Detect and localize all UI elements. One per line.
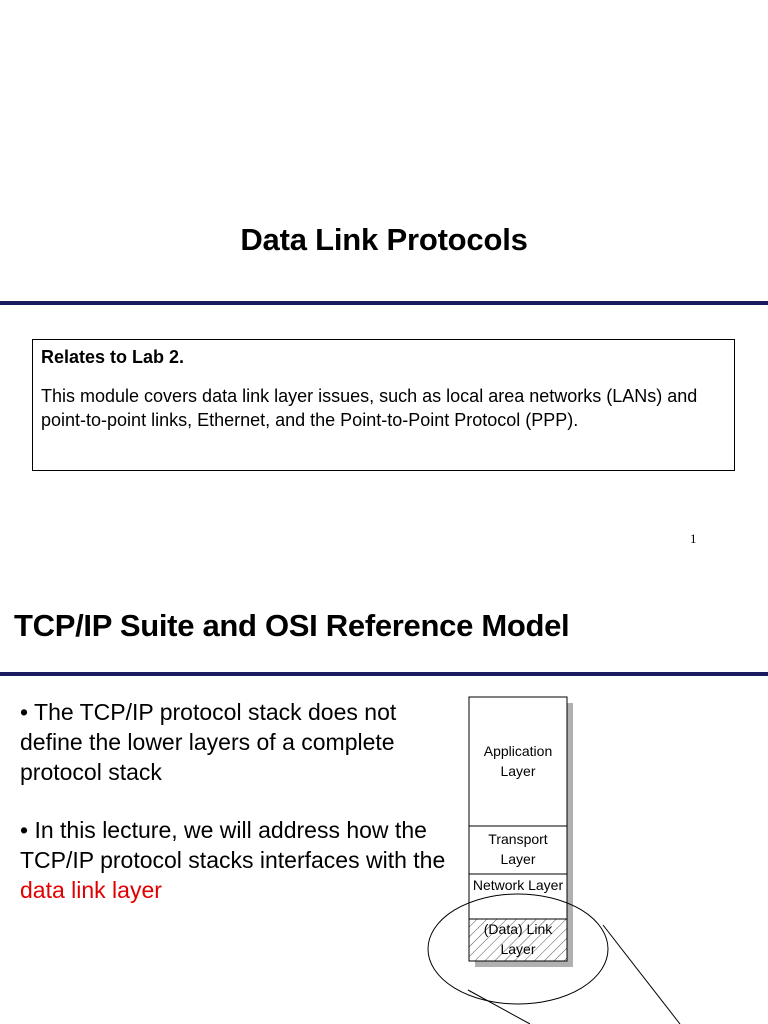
highlight-text: data link layer — [20, 877, 162, 903]
bullet-2-text: • In this lecture, we will address how the TCP/IP protocol stacks interfaces with the — [20, 817, 446, 873]
slide2-title: TCP/IP Suite and OSI Reference Model — [14, 608, 570, 643]
application-layer-label: Application Layer — [483, 743, 553, 779]
bullet-item-1: • The TCP/IP protocol stack does not define the lower layers of a complete protocol stack — [20, 699, 397, 785]
box-body: This module covers data link layer issues, such as local area networks (LANs) and point-to-point links, Ethernet, and the Point-to-Point Protocol (PPP). — [41, 386, 698, 430]
transport-layer-label: Transport Layer — [488, 831, 548, 867]
callout-line-right — [603, 925, 680, 1024]
slide-title: Data Link Protocols — [240, 222, 528, 257]
stack-shadow-bottom — [475, 961, 573, 967]
datalink-layer-label: (Data) Link Layer — [483, 921, 553, 957]
page-number: 1 — [690, 531, 697, 546]
network-layer-label: Network Layer — [472, 877, 564, 893]
callout-line-left — [468, 990, 530, 1024]
box-heading: Relates to Lab 2. — [41, 347, 185, 367]
stack-shadow-right — [567, 703, 573, 967]
